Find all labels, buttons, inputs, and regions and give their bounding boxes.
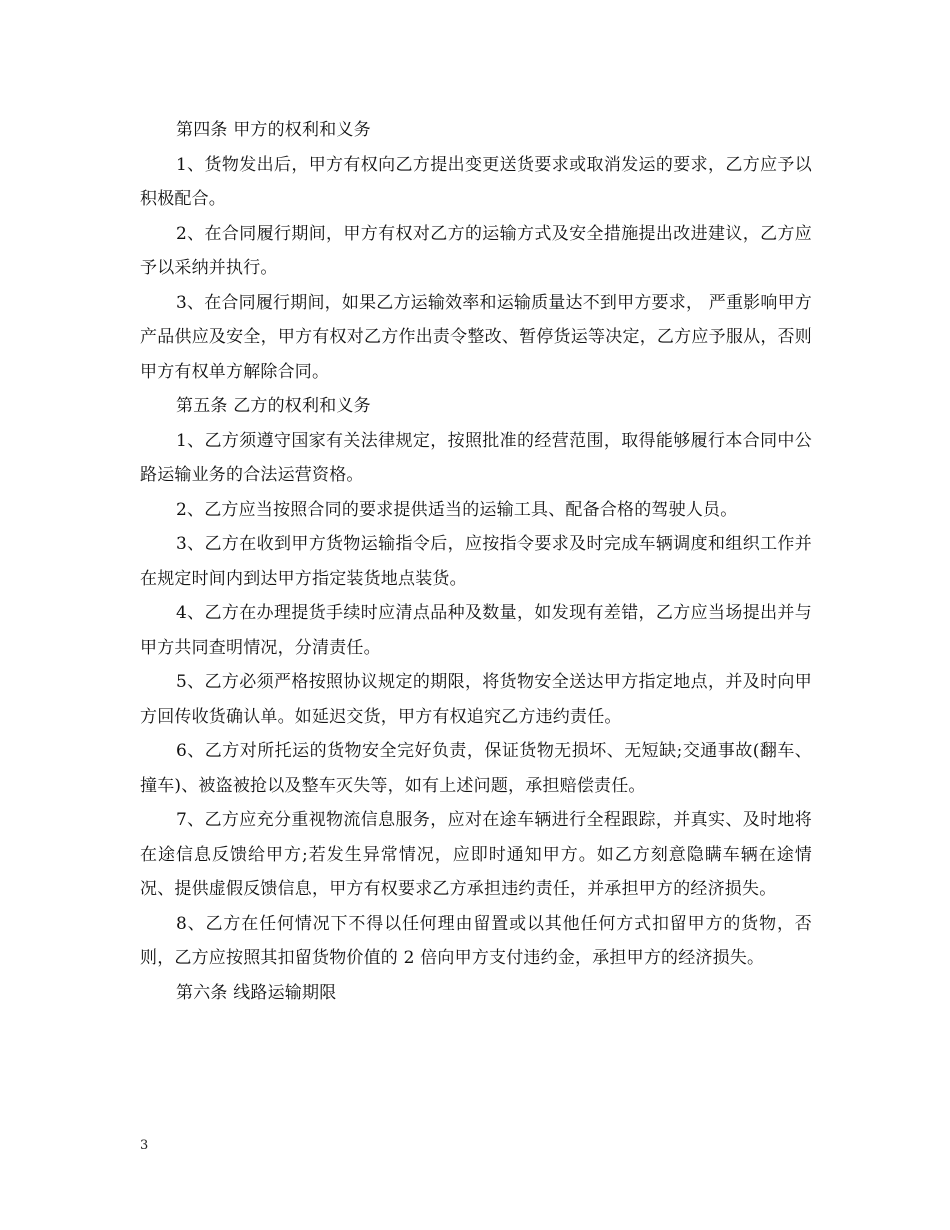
clause-4-3: 3、在合同履行期间，如果乙方运输效率和运输质量达不到甲方要求， 严重影响甲方产品供应及安全，甲方有权对乙方作出责令整改、暂停货运等决定，乙方应予服从，否则甲方有权单方解除合同。 bbox=[140, 292, 812, 382]
section-heading-article-6: 第六条 线路运输期限 bbox=[176, 982, 337, 1003]
document-body bbox=[140, 113, 812, 1010]
clause-4-2: 2、在合同履行期间，甲方有权对乙方的运输方式及安全措施提出改进建议，乙方应予以采纳并执行。 bbox=[140, 223, 812, 278]
section-heading-article-5: 第五条 乙方的权利和义务 bbox=[176, 396, 371, 416]
clause-5-5: 5、乙方必须严格按照协议规定的期限，将货物安全送达甲方指定地点，并及时向甲方回传收货确认单。如延迟交货，甲方有权追究乙方违约责任。 bbox=[140, 672, 812, 727]
clause-5-3: 3、乙方在收到甲方货物运输指令后，应按指令要求及时完成车辆调度和组织工作并在规定时间内到达甲方指定装货地点装货。 bbox=[140, 534, 812, 589]
clause-4-1: 1、货物发出后，甲方有权向乙方提出变更送货要求或取消发运的要求，乙方应予以积极配合。 bbox=[140, 154, 812, 209]
clause-5-1: 1、乙方须遵守国家有关法律规定，按照批准的经营范围，取得能够履行本合同中公路运输业务的合法运营资格。 bbox=[140, 430, 812, 485]
clause-5-7: 7、乙方应充分重视物流信息服务，应对在途车辆进行全程跟踪，并真实、及时地将在途信息反馈给甲方;若发生异常情况，应即时通知甲方。如乙方刻意隐瞒车辆在途情况、提供虚假反馈信息，甲方有权要求乙方承担违约责任，并承担甲方的经济损失。 bbox=[140, 810, 812, 899]
page-number: 3 bbox=[140, 1138, 149, 1153]
clause-5-8: 8、乙方在任何情况下不得以任何理由留置或以其他任何方式扣留甲方的货物，否则，乙方应按照其扣留货物价值的 2 倍向甲方支付违约金，承担甲方的经济损失。 bbox=[140, 913, 812, 968]
clause-5-2: 2、乙方应当按照合同的要求提供适当的运输工具、配备合格的驾驶人员。 bbox=[176, 499, 738, 520]
section-heading-article-4: 第四条 甲方的权利和义务 bbox=[176, 120, 371, 140]
clause-5-6: 6、乙方对所托运的货物安全完好负责，保证货物无损坏、无短缺;交通事故(翻车、撞车)、被盗被抢以及整车灭失等，如有上述问题，承担赔偿责任。 bbox=[140, 741, 812, 796]
clause-5-4: 4、乙方在办理提货手续时应清点品种及数量，如发现有差错，乙方应当场提出并与甲方共同查明情况，分清责任。 bbox=[140, 603, 812, 658]
